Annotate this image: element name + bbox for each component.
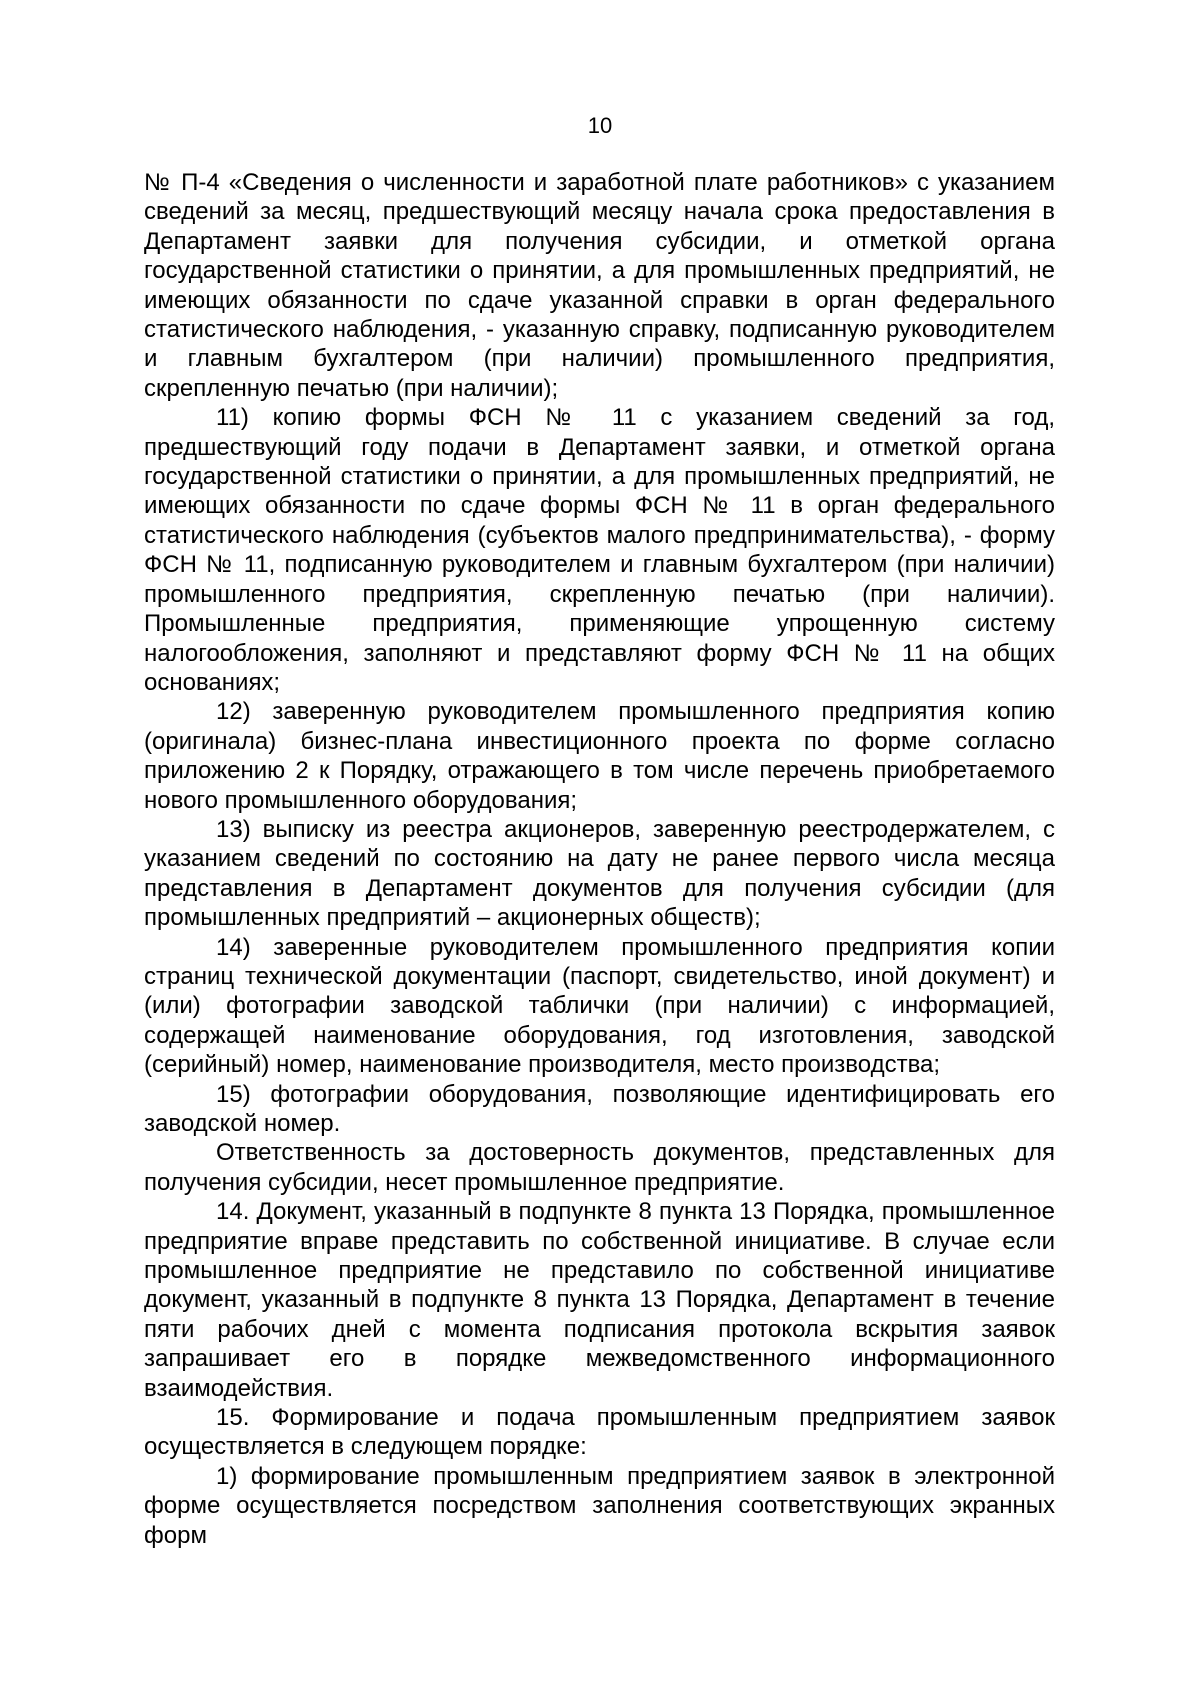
document-body xyxy=(144,168,1055,1550)
paragraph-clause-15: 15. Формирование и подача промышленным предприятием заявок осуществляется в следующем порядке: xyxy=(144,1404,1055,1461)
page-number: 10 xyxy=(587,113,613,138)
paragraph-clause-15-item-1: 1) формирование промышленным предприятием заявок в электронной форме осуществляется посредством заполнения соответствующих экранных форм xyxy=(144,1462,1055,1549)
paragraph-item-15: 15) фотографии оборудования, позволяющие идентифицировать его заводской номер. xyxy=(144,1080,1055,1137)
paragraph-item-13: 13) выписку из реестра акционеров, заверенную реестродержателем, с указанием сведений по состоянию на дату не ранее первого числа месяца представления в Департамент документов для получения субсидии (для промышленных предприятий – акционерных обществ); xyxy=(144,815,1055,932)
paragraph-item-11: 11) копию формы ФСН № 11 с указанием сведений за год, предшествующий году подачи в Департамент заявки, и отметкой органа государственной статистики о принятии, а для промышленных предприятий, не имеющих обязанности по сдаче формы ФСН № 11 в орган федерального статистического наблюдения (субъектов малого предпринимательства), - форму ФСН № 11, подписанную руководителем и главным бухгалтером (при наличии) промышленного предприятия, скрепленную печатью (при наличии). Промышленные предприятия, применяющие упрощенную систему налогообложения, заполняют и представляют форму ФСН № 11 на общих основаниях; xyxy=(144,404,1055,696)
paragraph-item-14: 14) заверенные руководителем промышленного предприятия копии страниц технической документации (паспорт, свидетельство, иной документ) и (или) фотографии заводской таблички (при наличии) с информацией, содержащей наименование оборудования, год изготовления, заводской (серийный) номер, наименование производителя, место производства; xyxy=(144,933,1055,1079)
paragraph-clause-14: 14. Документ, указанный в подпункте 8 пункта 13 Порядка, промышленное предприятие вправе представить по собственной инициативе. В случае если промышленное предприятие не представило по собственной инициативе документ, указанный в подпункте 8 пункта 13 Порядка, Департамент в течение пяти рабочих дней с момента подписания протокола вскрытия заявок запрашивает его в порядке межведомственного информационного взаимодействия. xyxy=(144,1198,1055,1402)
paragraph-item-12: 12) заверенную руководителем промышленного предприятия копию (оригинала) бизнес-плана инвестиционного проекта по форме согласно приложению 2 к Порядку, отражающего в том числе перечень приобретаемого нового промышленного оборудования; xyxy=(144,698,1055,814)
paragraph-responsibility: Ответственность за достоверность документов, представленных для получения субсидии, несет промышленное предприятие. xyxy=(144,1139,1055,1196)
paragraph-continuation: № П-4 «Сведения о численности и заработной плате работников» с указанием сведений за месяц, предшествующий месяцу начала срока предоставления в Департамент заявки для получения субсидии, и отметкой органа государственной статистики о принятии, а для промышленных предприятий, не имеющих обязанности по сдаче указанной справки в орган федерального статистического наблюдения, - указанную справку, подписанную руководителем и главным бухгалтером (при наличии) промышленного предприятия, скрепленную печатью (при наличии); xyxy=(144,169,1055,402)
